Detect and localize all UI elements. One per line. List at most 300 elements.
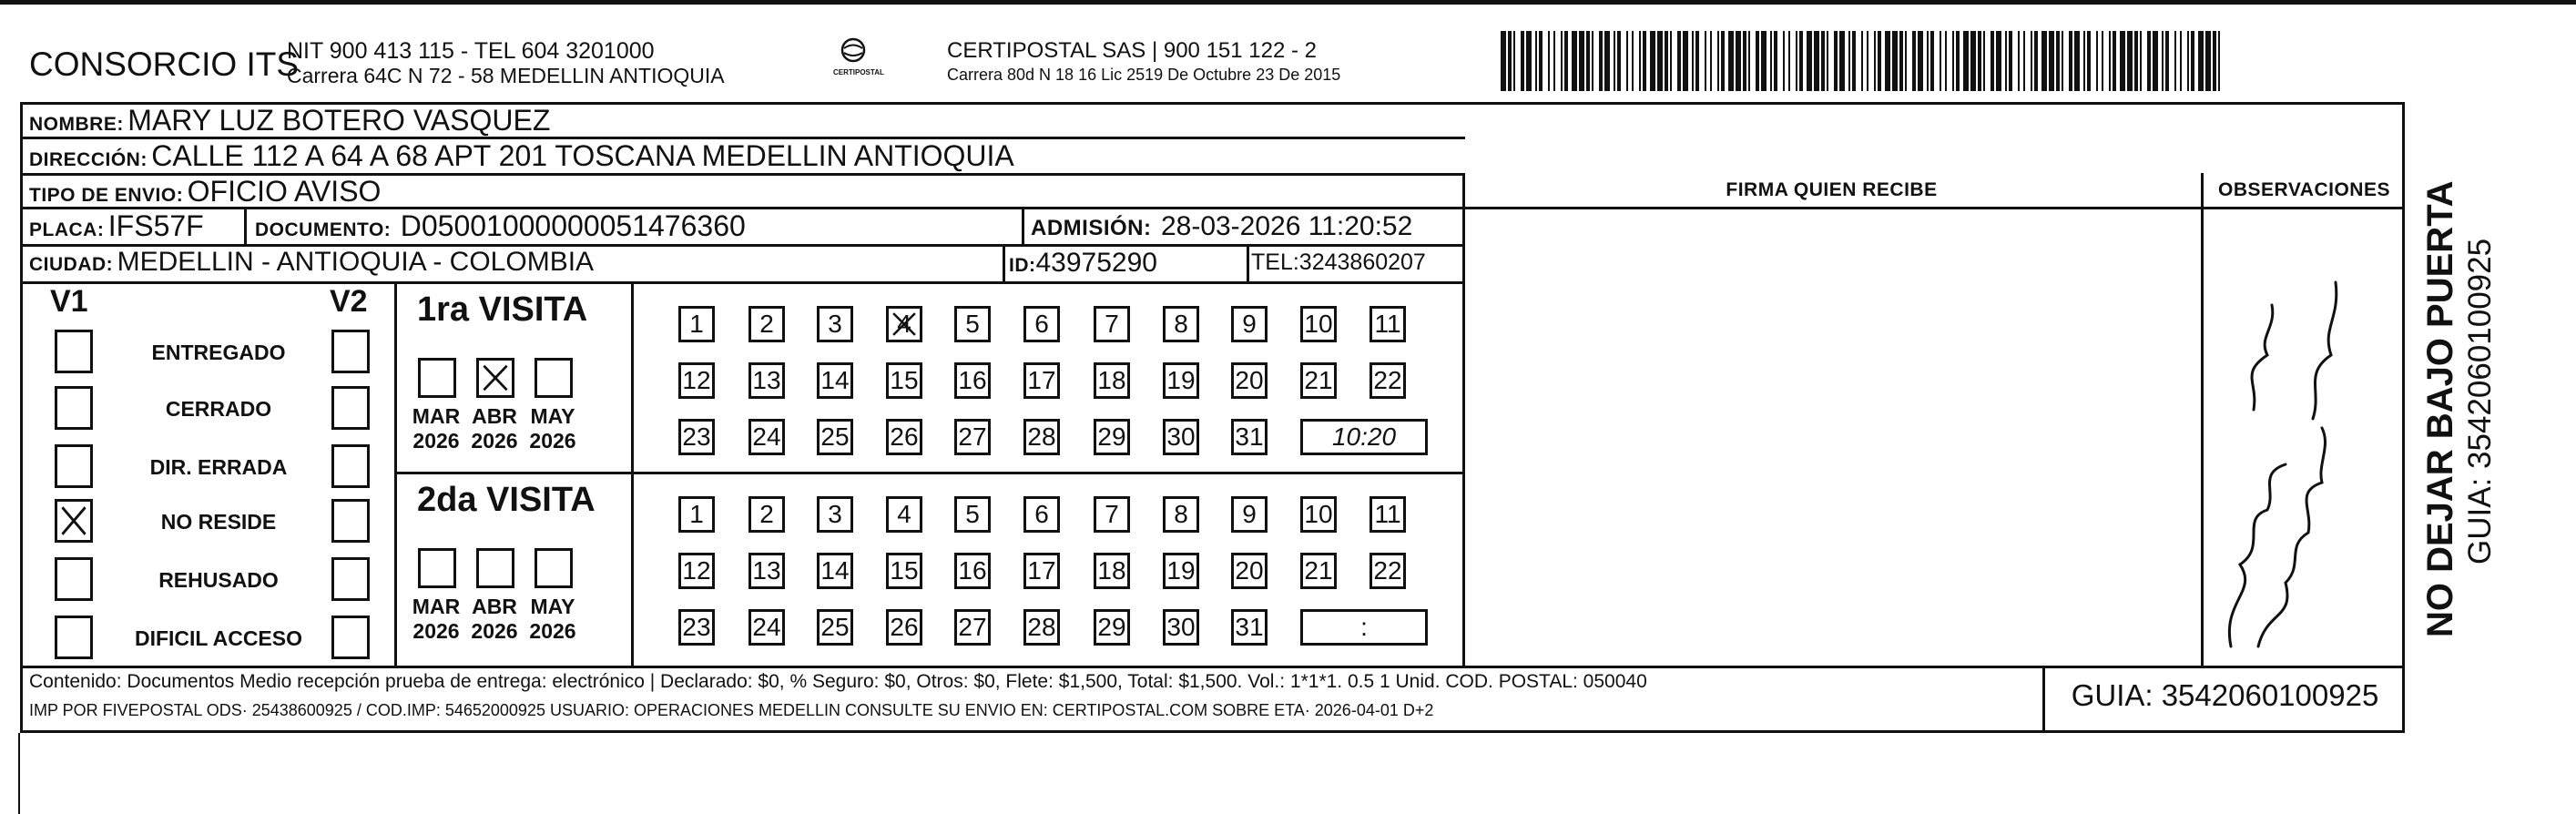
id-label: ID:	[1009, 255, 1036, 276]
barcode-bar	[1695, 31, 1699, 91]
barcode-bar	[1743, 31, 1746, 91]
id-value: 43975290	[1035, 248, 1157, 278]
barcode-bar	[1918, 31, 1923, 91]
month-label	[524, 595, 582, 644]
placa-label: PLACA:	[29, 219, 105, 240]
barcode-bar	[1912, 31, 1916, 91]
day-box[interactable]	[1023, 362, 1060, 399]
month-label	[524, 404, 582, 453]
v2-checkbox[interactable]	[331, 386, 370, 430]
day-number: 2	[759, 310, 774, 338]
day-box[interactable]	[1300, 306, 1337, 342]
id-field	[1009, 248, 1157, 279]
day-box[interactable]	[1231, 496, 1268, 533]
day-box[interactable]	[1023, 306, 1060, 342]
day-number: 1	[689, 310, 704, 338]
day-box[interactable]	[748, 306, 785, 342]
ciudad-value: MEDELLIN - ANTIOQUIA - COLOMBIA	[117, 247, 595, 277]
day-number: 11	[1374, 500, 1401, 528]
month-checkbox[interactable]	[476, 548, 514, 588]
carrier-name: CERTIPOSTAL SAS | 900 151 122 - 2	[947, 38, 1317, 63]
admision-field	[1031, 211, 1412, 242]
barcode-bar	[2205, 31, 2211, 91]
day-number: 10	[1304, 310, 1333, 338]
tel-value: 3243860207	[1298, 249, 1426, 275]
carrier-address: Carrera 80d N 18 16 Lic 2519 De Octubre 23 De 2015	[947, 66, 1341, 84]
day-number: 6	[1034, 500, 1049, 528]
v2-checkbox[interactable]	[331, 444, 370, 488]
time-box[interactable]: 10:20	[1300, 419, 1428, 455]
barcode-bar	[1761, 31, 1767, 91]
barcode-bar	[2018, 31, 2020, 91]
barcode-bar	[1885, 31, 1890, 91]
day-number: 21	[1304, 556, 1333, 585]
day-box[interactable]	[1300, 362, 1337, 399]
barcode-bar	[2087, 31, 2091, 91]
day-box[interactable]	[1231, 609, 1268, 646]
month-name: MAY	[530, 404, 575, 428]
barcode-bar	[2127, 31, 2133, 91]
day-box[interactable]	[954, 362, 991, 399]
day-box[interactable]	[954, 419, 991, 455]
day-number: 27	[958, 613, 987, 641]
barcode-bar	[2041, 31, 2047, 91]
barcode-bar	[1788, 31, 1790, 91]
logo-text: CERTIPOSTAL	[833, 68, 884, 76]
barcode-bar	[2140, 31, 2142, 91]
v1-checkbox[interactable]	[55, 616, 93, 659]
barcode-bar	[1632, 31, 1634, 91]
barcode-bar	[1657, 31, 1663, 91]
day-box[interactable]	[1163, 496, 1199, 533]
day-number: 29	[1097, 422, 1126, 451]
company-name: CONSORCIO ITS	[29, 46, 300, 83]
v1-checkbox[interactable]	[55, 330, 93, 373]
company-address: Carrera 64C N 72 - 58 MEDELLIN ANTIOQUIA	[287, 64, 725, 87]
month-name: MAR	[412, 404, 461, 428]
month-name: MAY	[530, 595, 575, 618]
barcode-bar	[2165, 31, 2169, 91]
barcode-bar	[1604, 31, 1610, 91]
day-box[interactable]	[1094, 609, 1130, 646]
barcode-bar	[2031, 31, 2032, 91]
barcode-bar	[1927, 31, 1929, 91]
barcode-bar	[1799, 31, 1803, 91]
barcode-bar	[2174, 31, 2176, 91]
firma-label: FIRMA QUIEN RECIBE	[1726, 179, 1938, 200]
day-box[interactable]	[748, 609, 785, 646]
barcode-bar	[1852, 31, 1856, 91]
day-box[interactable]	[748, 496, 785, 533]
day-number: 20	[1235, 366, 1264, 394]
month-checkbox[interactable]	[535, 548, 573, 588]
day-number: 13	[752, 556, 781, 585]
day-box[interactable]	[1231, 553, 1268, 589]
barcode-bar	[1526, 31, 1532, 91]
v1-label: V1	[50, 284, 88, 319]
barcode-bar	[1930, 31, 1934, 91]
day-number: 5	[965, 500, 980, 528]
day-box[interactable]	[1369, 362, 1406, 399]
day-number: 11	[1374, 310, 1401, 338]
placa-field	[29, 209, 204, 243]
day-number: 9	[1242, 310, 1257, 338]
handwritten-observation	[2204, 219, 2386, 665]
barcode-bar	[1521, 31, 1524, 91]
barcode-bar	[2102, 31, 2103, 91]
barcode-bar	[1945, 31, 1947, 91]
month-year: 2026	[412, 429, 460, 453]
barcode-bar	[1579, 31, 1584, 91]
day-box[interactable]	[1163, 609, 1199, 646]
status-option-label: ENTREGADO	[151, 341, 286, 364]
day-number: 7	[1105, 310, 1119, 338]
barcode-bar	[1867, 31, 1868, 91]
barcode-bar	[2134, 31, 2138, 91]
barcode-bar	[1956, 31, 1960, 91]
barcode-bar	[1586, 31, 1590, 91]
barcode-bar	[2023, 31, 2025, 91]
barcode-bar	[1710, 31, 1712, 91]
day-box[interactable]	[886, 362, 922, 399]
day-number: 3	[828, 500, 842, 528]
day-box[interactable]	[748, 362, 785, 399]
barcode-bar	[1650, 31, 1655, 91]
row-line	[20, 666, 2405, 668]
barcode-bar	[1717, 31, 1719, 91]
barcode-bar	[1564, 31, 1568, 91]
barcode-bar	[1614, 31, 1615, 91]
day-number: 23	[682, 613, 711, 641]
barcode-bar	[2096, 31, 2098, 91]
documento-value: D05001000000051476360	[400, 209, 746, 242]
month-year: 2026	[471, 429, 518, 453]
barcode-bar	[1508, 31, 1512, 91]
month-label	[465, 595, 524, 644]
v2-checkbox[interactable]	[331, 616, 370, 659]
tel-label: TEL:	[1251, 249, 1299, 275]
day-box[interactable]	[817, 306, 853, 342]
barcode-bar	[1592, 31, 1593, 91]
day-number: 4	[897, 310, 911, 338]
day-number: 28	[1027, 613, 1056, 641]
time-box[interactable]: :	[1300, 609, 1428, 646]
day-box[interactable]	[886, 609, 922, 646]
barcode-bar	[1770, 31, 1772, 91]
barcode-bar	[1535, 31, 1537, 91]
v2-checkbox[interactable]	[331, 499, 370, 543]
day-number: 23	[682, 422, 711, 451]
day-number: 12	[682, 366, 711, 394]
day-number: 16	[958, 366, 987, 394]
barcode-bar	[2191, 31, 2194, 91]
month-label	[407, 404, 465, 453]
barcode-bar	[1848, 31, 1850, 91]
day-number: 30	[1166, 422, 1196, 451]
day-number: 31	[1235, 613, 1264, 641]
day-number: 1	[689, 500, 704, 528]
status-option-label: DIR. ERRADA	[149, 455, 288, 479]
day-box[interactable]	[1231, 306, 1268, 342]
barcode-bar	[1599, 31, 1603, 91]
admision-value: 28-03-2026 11:20:52	[1160, 211, 1413, 241]
status-option-label: NO RESIDE	[160, 510, 277, 534]
barcode-bar	[1670, 31, 1672, 91]
day-box[interactable]	[1163, 306, 1199, 342]
day-box[interactable]	[748, 419, 785, 455]
day-number: 19	[1166, 556, 1196, 585]
month-year: 2026	[471, 619, 518, 643]
day-number: 15	[890, 556, 919, 585]
day-box[interactable]	[678, 496, 715, 533]
month-name: ABR	[472, 595, 517, 618]
day-box[interactable]	[886, 419, 922, 455]
barcode-bar	[1827, 31, 1828, 91]
v1-checkbox[interactable]	[55, 557, 93, 601]
barcode-bar	[1692, 31, 1694, 91]
day-box[interactable]	[1023, 609, 1060, 646]
day-box[interactable]	[817, 419, 853, 455]
day-box[interactable]	[1369, 553, 1406, 589]
barcode-bar	[1572, 31, 1577, 91]
footer-contenido: Contenido: Documentos Medio recepción prueba de entrega: electrónico | Declarado: $0, % Seguro: $0, Otros: $0, Flete: $1,500, Total: $1,500. Vol.: 1*1*1. 0.5 1 Unid. COD. POSTAL: 050040	[29, 671, 1647, 692]
tipo-row	[29, 175, 381, 209]
barcode-bar	[2049, 31, 2054, 91]
day-number: 17	[1027, 556, 1056, 585]
day-box[interactable]	[1300, 553, 1337, 589]
x-mark-icon	[889, 309, 920, 340]
day-box[interactable]	[748, 553, 785, 589]
day-number: 13	[752, 366, 781, 394]
barcode-bar	[1814, 31, 1819, 91]
barcode-bar	[1899, 31, 1903, 91]
barcode-bar	[2056, 31, 2060, 91]
day-box[interactable]	[678, 553, 715, 589]
day-box[interactable]	[954, 553, 991, 589]
barcode-bar	[2062, 31, 2063, 91]
barcode-bar	[1892, 31, 1898, 91]
direccion-value: CALLE 112 A 64 A 68 APT 201 TOSCANA MEDELLIN ANTIOQUIA	[151, 139, 1014, 172]
day-box[interactable]	[886, 553, 922, 589]
barcode-bar	[2213, 31, 2216, 91]
month-checkbox[interactable]	[418, 358, 456, 398]
barcode-bar	[1626, 31, 1628, 91]
day-number: 3	[828, 310, 842, 338]
edge-line	[18, 733, 20, 814]
barcode-bar	[1970, 31, 1976, 91]
no-dejar-bajo-puerta: NO DEJAR BAJO PUERTA	[2420, 180, 2460, 637]
barcode-bar	[1683, 31, 1688, 91]
day-box[interactable]	[1231, 419, 1268, 455]
day-box[interactable]	[886, 496, 922, 533]
day-box[interactable]	[954, 306, 991, 342]
barcode-bar	[2147, 31, 2151, 91]
v1-checkbox[interactable]	[55, 444, 93, 488]
barcode-bar	[1513, 31, 1515, 91]
day-box[interactable]	[1163, 553, 1199, 589]
day-box[interactable]	[1369, 496, 1406, 533]
barcode-bar	[1705, 31, 1706, 91]
day-number: 2	[759, 500, 774, 528]
company-nit: NIT 900 413 115 - TEL 604 3201000	[287, 38, 655, 64]
day-number: 7	[1105, 500, 1119, 528]
nombre-row	[29, 104, 550, 137]
day-number: 10	[1304, 500, 1333, 528]
barcode-bar	[1861, 31, 1863, 91]
barcode-bar	[1665, 31, 1668, 91]
day-box[interactable]	[1094, 362, 1130, 399]
day-box[interactable]	[1023, 419, 1060, 455]
top-edge	[0, 0, 2576, 5]
barcode-bar	[1677, 31, 1681, 91]
day-number: 21	[1304, 366, 1333, 394]
barcode-bar	[1643, 31, 1646, 91]
day-number: 28	[1027, 422, 1056, 451]
side-guia: GUIA: 3542060100925	[2462, 238, 2498, 565]
day-box[interactable]	[1094, 419, 1130, 455]
col-line	[1003, 244, 1005, 283]
x-mark-icon	[57, 502, 90, 540]
tipo-label: TIPO DE ENVIO:	[29, 185, 184, 206]
day-number: 18	[1097, 366, 1126, 394]
day-box[interactable]	[817, 553, 853, 589]
month-year: 2026	[412, 619, 460, 643]
barcode-bar	[1878, 31, 1881, 91]
day-box[interactable]	[954, 496, 991, 533]
day-box[interactable]	[678, 609, 715, 646]
day-box[interactable]	[1023, 496, 1060, 533]
barcode-bar	[1796, 31, 1797, 91]
day-box[interactable]	[1023, 553, 1060, 589]
barcode-bar	[2153, 31, 2158, 91]
barcode-bar	[1748, 31, 1750, 91]
day-box[interactable]	[1094, 306, 1130, 342]
day-number: 9	[1242, 500, 1257, 528]
nombre-label: NOMBRE:	[29, 114, 124, 135]
day-number: 5	[965, 310, 980, 338]
barcode-bar	[2120, 31, 2125, 91]
day-number: 16	[958, 556, 987, 585]
day-box[interactable]	[817, 609, 853, 646]
day-number: 8	[1174, 310, 1188, 338]
footer-imp: IMP POR FIVEPOSTAL ODS· 25438600925 / COD.IMP: 54652000925 USUARIO: OPERACIONES MEDELLIN CONSULTE SU ENVIO EN: CERTIPOSTAL.COM SOBRE ETA· 2026-04-01 D+2	[29, 701, 1434, 719]
month-year: 2026	[529, 619, 576, 643]
month-checkbox[interactable]	[476, 358, 514, 398]
barcode-bar	[1617, 31, 1621, 91]
barcode-bar	[2162, 31, 2164, 91]
barcode-bar	[2109, 31, 2111, 91]
day-number: 31	[1235, 422, 1264, 451]
visit-title: 2da VISITA	[417, 481, 596, 519]
day-number: 24	[752, 613, 781, 641]
barcode-bar	[1783, 31, 1785, 91]
barcode-bar	[1821, 31, 1825, 91]
x-mark-icon	[479, 361, 512, 395]
barcode-bar	[1639, 31, 1641, 91]
day-number: 25	[820, 422, 850, 451]
day-box[interactable]	[1163, 362, 1199, 399]
v2-checkbox[interactable]	[331, 330, 370, 373]
day-box[interactable]	[678, 419, 715, 455]
tipo-value: OFICIO AVISO	[187, 175, 382, 208]
barcode-bar	[1991, 31, 1994, 91]
v1-checkbox[interactable]	[55, 386, 93, 430]
barcode-bar	[1736, 31, 1741, 91]
day-number: 17	[1027, 366, 1056, 394]
direccion-row	[29, 139, 1014, 173]
status-option-label: DIFICIL ACCESO	[134, 626, 302, 650]
v1-checkbox[interactable]	[55, 499, 93, 543]
day-number: 14	[820, 366, 850, 394]
barcode-bar	[1874, 31, 1876, 91]
barcode-bar	[2005, 31, 2007, 91]
day-number: 20	[1235, 556, 1264, 585]
month-checkbox[interactable]	[418, 548, 456, 588]
day-number: 30	[1166, 613, 1196, 641]
certipostal-logo	[833, 36, 884, 82]
ciudad-label: CIUDAD:	[29, 254, 114, 275]
col-line	[1247, 244, 1249, 283]
direccion-label: DIRECCIÓN:	[29, 149, 148, 170]
barcode-bar	[1983, 31, 1985, 91]
barcode-bar	[1807, 31, 1812, 91]
day-box[interactable]	[886, 306, 922, 342]
month-name: MAR	[412, 595, 461, 618]
day-number: 24	[752, 422, 781, 451]
day-box[interactable]	[1094, 496, 1130, 533]
barcode-bar	[1501, 31, 1506, 91]
barcode-bar	[2009, 31, 2012, 91]
day-number: 15	[890, 366, 919, 394]
day-box[interactable]	[817, 496, 853, 533]
footer-guia: GUIA: 3542060100925	[2071, 678, 2379, 712]
day-box[interactable]	[678, 362, 715, 399]
day-box[interactable]	[1163, 419, 1199, 455]
barcode-bar	[1561, 31, 1563, 91]
barcode-bar	[1756, 31, 1759, 91]
barcode-bar	[1940, 31, 1941, 91]
v2-checkbox[interactable]	[331, 557, 370, 601]
month-checkbox[interactable]	[535, 358, 573, 398]
day-box[interactable]	[817, 362, 853, 399]
barcode-bar	[1963, 31, 1969, 91]
barcode-bar	[2187, 31, 2189, 91]
visit-title: 1ra VISITA	[417, 290, 588, 329]
documento-field	[255, 209, 746, 243]
day-number: 27	[958, 422, 987, 451]
day-box[interactable]	[954, 609, 991, 646]
barcode-bar	[2074, 31, 2080, 91]
day-box[interactable]	[1094, 553, 1130, 589]
day-box[interactable]	[1231, 362, 1268, 399]
barcode-bar	[1774, 31, 1777, 91]
tel-field	[1251, 249, 1426, 276]
day-box[interactable]	[678, 306, 715, 342]
col-line	[1022, 207, 1024, 246]
day-number: 4	[897, 500, 911, 528]
barcode-bar	[1996, 31, 2001, 91]
day-number: 26	[890, 422, 919, 451]
day-box[interactable]	[1300, 496, 1337, 533]
day-box[interactable]	[1369, 306, 1406, 342]
row-line	[394, 472, 1465, 474]
month-name: ABR	[472, 404, 517, 428]
status-option-label: REHUSADO	[158, 568, 279, 592]
barcode-bar	[2069, 31, 2072, 91]
barcode	[1501, 31, 2224, 91]
month-label	[465, 404, 524, 453]
barcode-bar	[1952, 31, 1954, 91]
